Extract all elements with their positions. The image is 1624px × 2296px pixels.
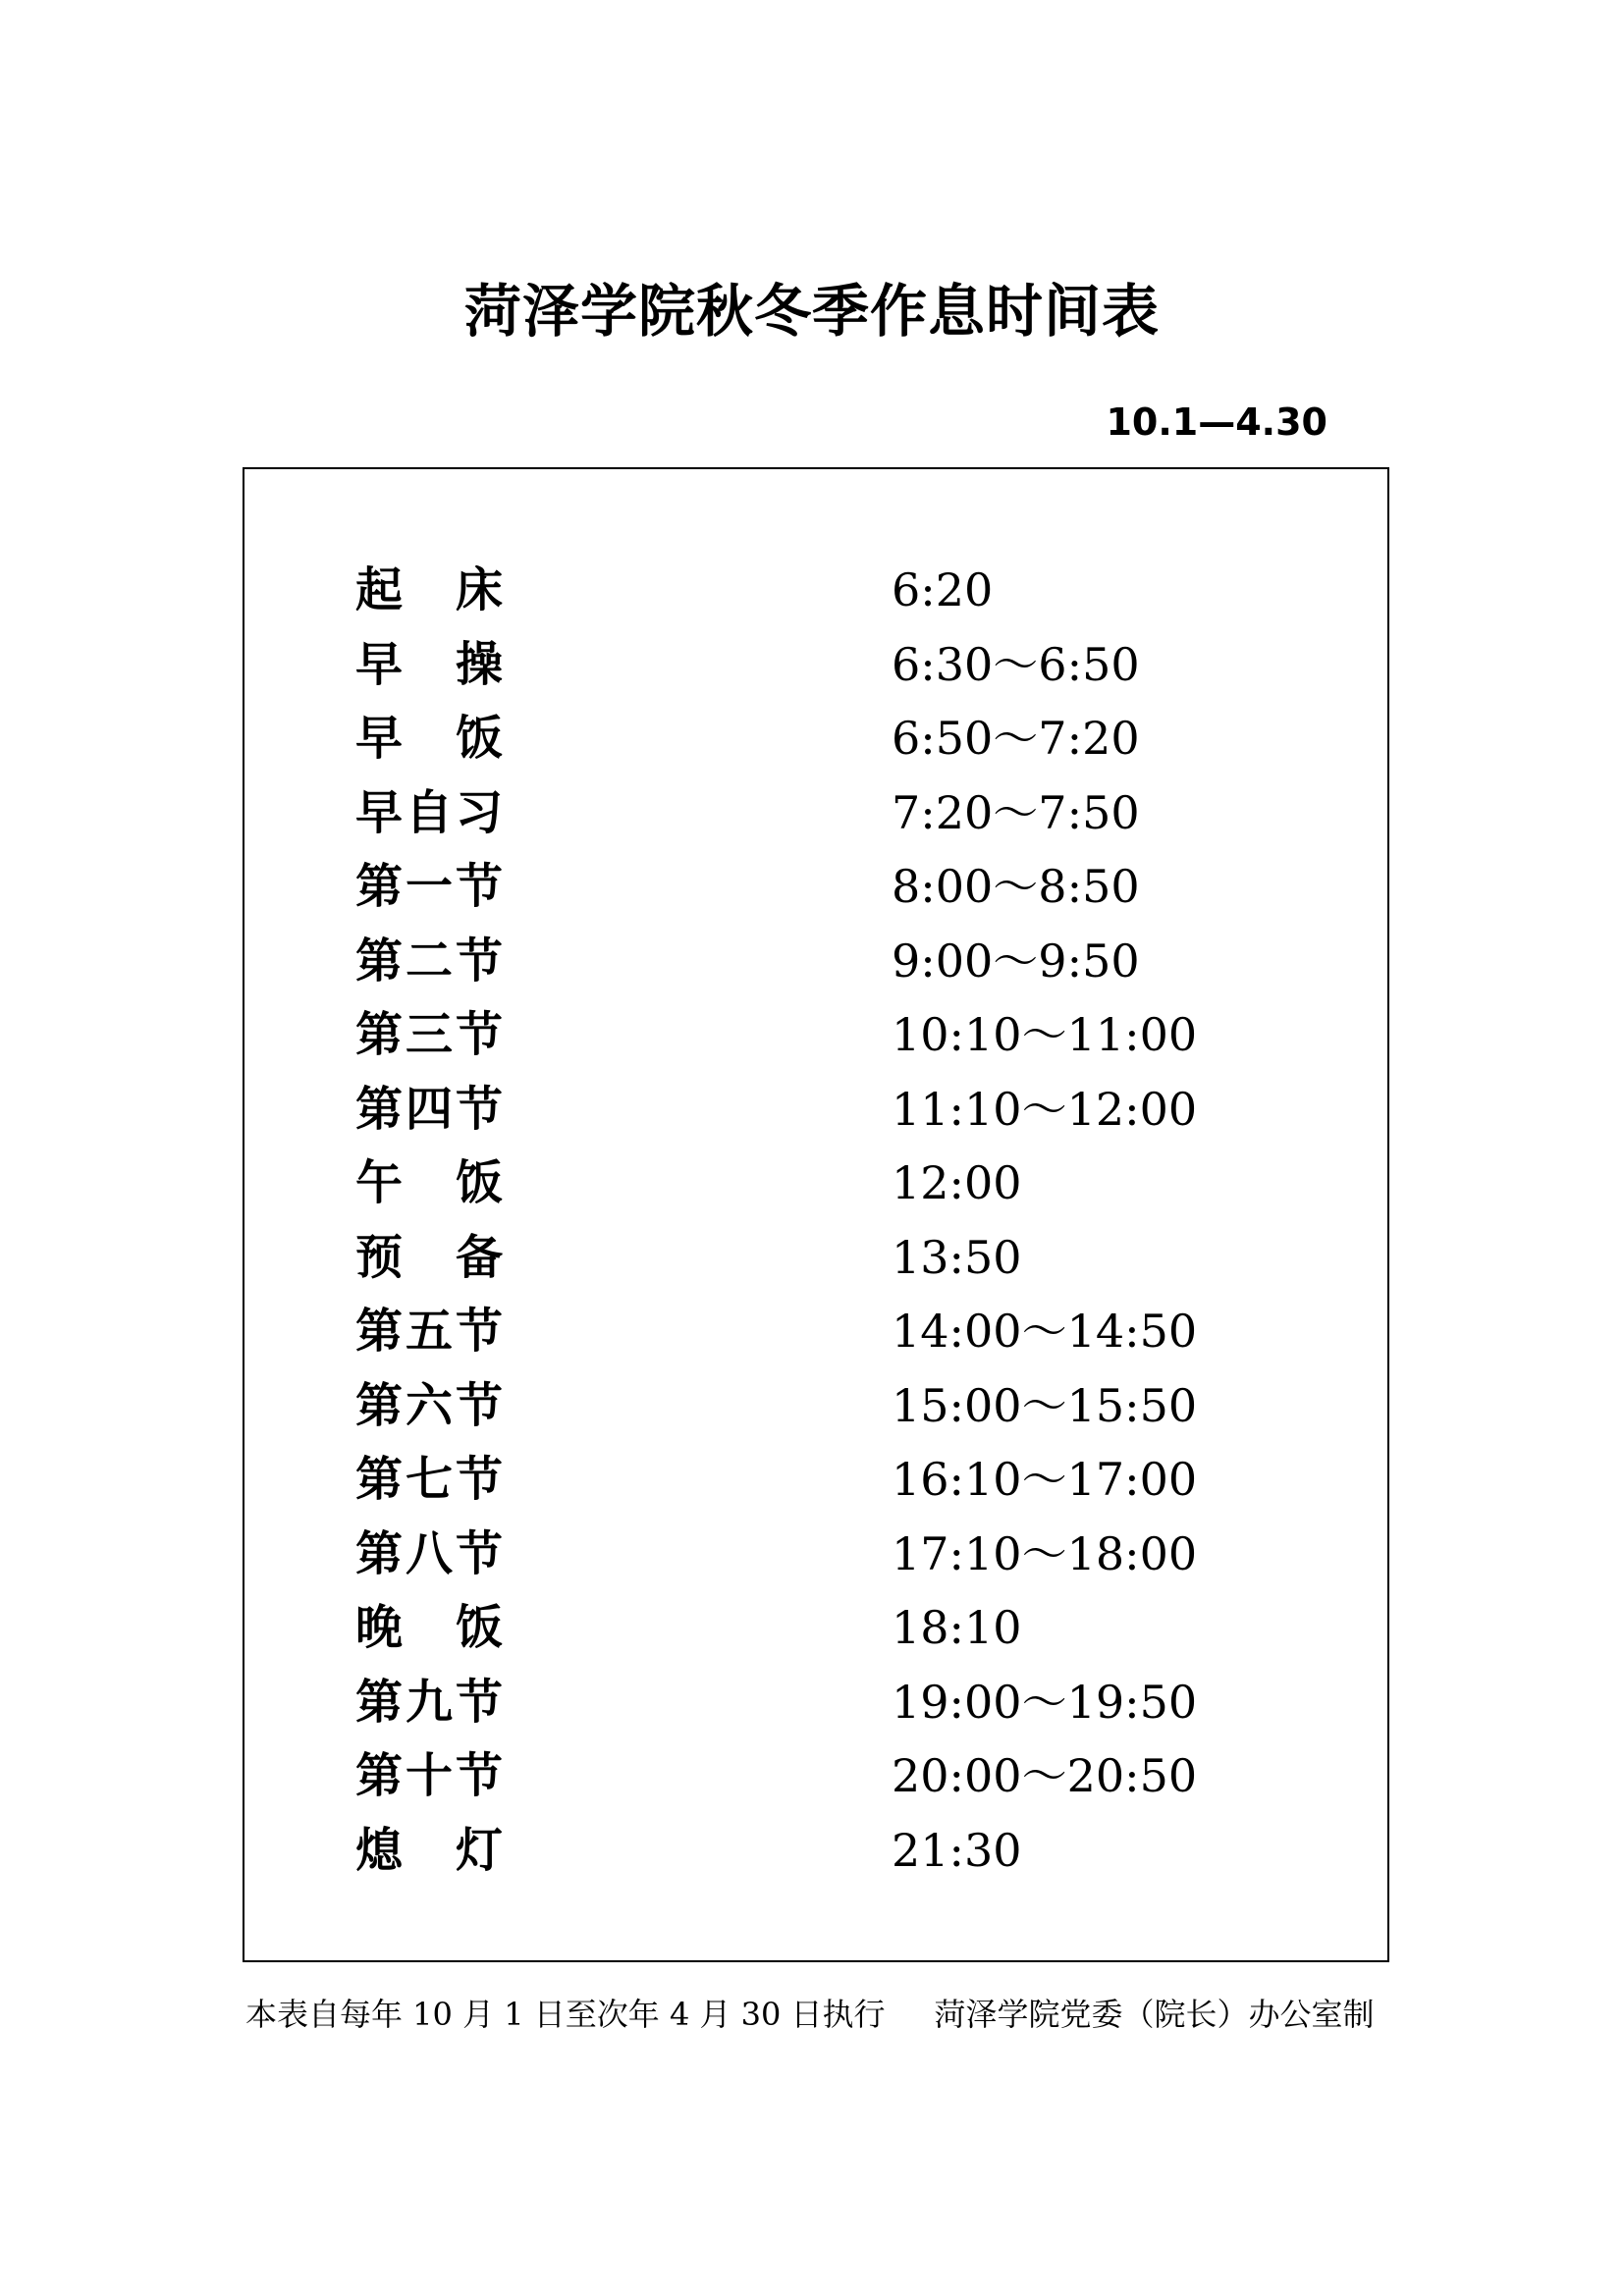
schedule-row [244, 1814, 1387, 1889]
event-name: 第七节 [355, 1452, 507, 1507]
event-name: 起床 [355, 562, 557, 617]
event-name: 第一节 [355, 859, 507, 914]
schedule-row [244, 1518, 1387, 1592]
event-name: 第五节 [355, 1304, 507, 1359]
event-time: 12:00 [892, 1156, 1022, 1209]
date-range: 10.1—4.30 [1106, 400, 1327, 444]
schedule-row [244, 776, 1387, 851]
schedule-row [244, 1443, 1387, 1518]
event-time: 9:00～9:50 [892, 934, 1140, 988]
event-time: 16:10～17:00 [892, 1453, 1198, 1506]
footer-note: 本表自每年 10 月 1 日至次年 4 月 30 日执行 [245, 1996, 886, 2033]
schedule-row [244, 1073, 1387, 1148]
event-name: 午饭 [355, 1155, 557, 1210]
event-time: 8:00～8:50 [892, 860, 1140, 913]
event-name: 早自习 [355, 784, 507, 840]
schedule-list [244, 554, 1387, 1888]
footer [245, 1993, 1384, 2036]
event-time: 6:50～7:20 [892, 712, 1140, 765]
schedule-row [244, 925, 1387, 999]
schedule-row [244, 1591, 1387, 1666]
event-time: 18:10 [892, 1601, 1022, 1654]
event-time: 14:00～14:50 [892, 1305, 1198, 1358]
event-time: 7:20～7:50 [892, 785, 1140, 839]
event-name: 早操 [355, 636, 557, 692]
event-name: 早饭 [355, 711, 557, 766]
schedule-row [244, 1739, 1387, 1814]
schedule-row [244, 998, 1387, 1073]
event-name: 第四节 [355, 1081, 507, 1137]
schedule-row [244, 1221, 1387, 1296]
schedule-row [244, 850, 1387, 925]
event-time: 15:00～15:50 [892, 1378, 1198, 1432]
event-time: 10:10～11:00 [892, 1008, 1198, 1061]
schedule-row [244, 1295, 1387, 1369]
event-time: 6:30～6:50 [892, 637, 1140, 691]
document-title: 菏泽学院秋冬季作息时间表 [463, 278, 1160, 345]
event-name: 第三节 [355, 1007, 507, 1062]
event-time: 13:50 [892, 1230, 1022, 1284]
event-time: 6:20 [892, 563, 994, 616]
schedule-row [244, 1369, 1387, 1444]
event-name: 晚饭 [355, 1600, 557, 1655]
schedule-row [244, 702, 1387, 776]
event-time: 19:00～19:50 [892, 1675, 1198, 1729]
event-time: 17:10～18:00 [892, 1526, 1198, 1580]
footer-issuer: 菏泽学院党委（院长）办公室制 [934, 1996, 1375, 2033]
event-name: 预备 [355, 1229, 557, 1285]
event-name: 第二节 [355, 933, 507, 988]
event-name: 第十节 [355, 1748, 507, 1803]
event-name: 第六节 [355, 1377, 507, 1433]
event-name: 第八节 [355, 1525, 507, 1581]
schedule-row [244, 1147, 1387, 1221]
event-time: 21:30 [892, 1823, 1022, 1877]
event-name: 熄灯 [355, 1822, 557, 1878]
schedule-box [243, 467, 1389, 1962]
schedule-row [244, 554, 1387, 628]
event-time: 11:10～12:00 [892, 1082, 1198, 1136]
schedule-row [244, 1666, 1387, 1740]
event-time: 20:00～20:50 [892, 1749, 1198, 1802]
schedule-row [244, 628, 1387, 703]
event-name: 第九节 [355, 1674, 507, 1730]
